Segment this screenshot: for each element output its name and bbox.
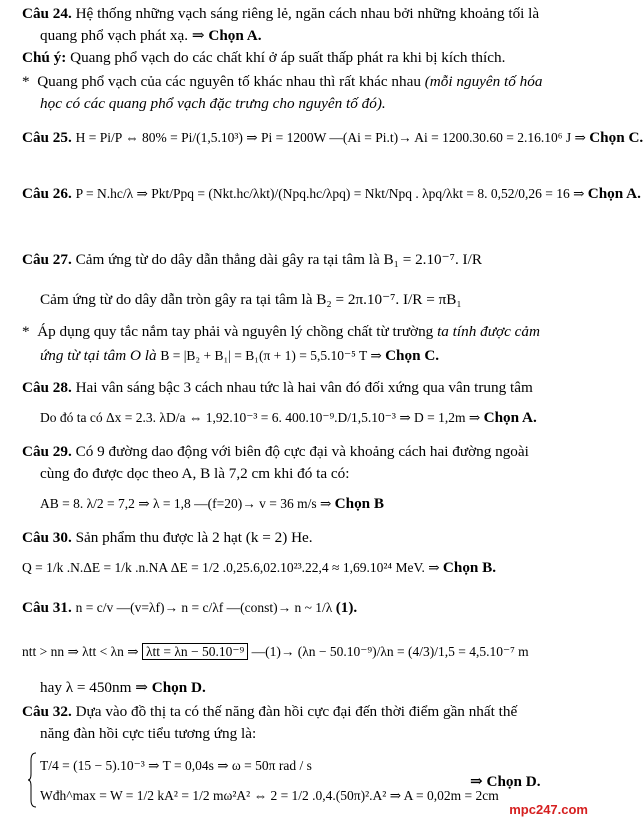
q26-answer: Chọn A. [587,185,641,202]
q31-boxed-equation: λtt = λn − 50.10⁻⁹ [142,643,248,660]
q24-bullet-italic: (mỗi nguyên tố hóa [424,73,543,90]
q30-label: Câu 30. [22,529,72,546]
q30-text1: Sản phẩm thu được là 2 hạt (k = 2) He. [71,529,313,546]
q30-line1 [22,528,586,548]
q27-line1 [22,250,586,270]
q27-text2: Cảm ứng từ do dây dẫn tròn gây ra tại tâm là B₂ = 2π.10⁻⁷. I/R = πB₁ [40,291,462,308]
note-label: Chú ý: [22,49,67,66]
q30-math: Q = 1/k .N.ΔE = 1/k .n.NA ΔE = 1/2 .0,25.6,02.10²³.22,4 ≈ 1,69.10²⁴ MeV. ⇒ [22,560,443,575]
q25-math: H = Pi/P ⇔ 80% = Pi/(1,5.10³) ⇒ Pi = 1200W —(Ai = Pi.t)→ Ai = 1200.30.60 = 2.16.10⁶ J ⇒ [75,130,590,145]
q32-line1 [22,702,586,722]
q27-bullet-text: Áp dụng quy tắc nắm tay phải và nguyên lý chồng chất từ trường [37,323,438,340]
q29-math: AB = 8. λ/2 = 7,2 ⇒ λ = 1,8 —(f=20)→ v = 36 m/s ⇒ [40,496,335,511]
q31-line2 [22,642,586,662]
q29-text1: Có 9 đường dao động với biên độ cực đại và khoảng cách hai đường ngoài [71,443,529,460]
q29-text2: cùng đo được dọc theo A, B là 7,2 cm khi đó ta có: [40,465,350,482]
q29-line2 [40,464,586,484]
q28-line1 [22,378,586,398]
q24-text1: Hệ thống những vạch sáng riêng lẻ, ngăn cách nhau bởi những khoảng tối là [71,5,540,22]
q31-math2a: ntt > nn ⇒ λtt < λn ⇒ [22,644,142,659]
q31-math2b: —(1)→ (λn − 50.10⁻⁹)/λn = (4/3)/1,5 = 4,5.10⁻⁷ m [248,644,529,659]
q32-text2: năng đàn hồi cực tiểu tương ứng là: [40,725,257,742]
q32-math1: T/4 = (15 − 5).10⁻³ ⇒ T = 0,04s ⇒ ω = 50π rad / s [40,758,312,773]
q27-answer: Chọn C. [385,347,440,364]
q24-line1 [22,4,586,24]
q29-line3 [40,494,586,514]
q24-bullet-italic2: học có các quang phổ vạch đặc trưng cho nguyên tố đó). [40,95,386,112]
q31-tag: (1). [335,599,358,616]
q24-bullet [22,72,586,92]
q32-math2: Wđh^max = W = 1/2 kA² = 1/2 mω²A² ⇔ 2 = 1/2 .0,4.(50π)².A² ⇒ A = 0,02m = 2cm [40,788,499,803]
q28-label: Câu 28. [22,379,72,396]
q27-text1: Cảm ứng từ do dây dẫn thẳng dài gây ra tại tâm là B₁ = 2.10⁻⁷. I/R [71,251,482,268]
q28-math: Do đó ta có Δx = 2.3. λD/a ⇔ 1,92.10⁻³ = 6. 400.10⁻⁹.D/1,5.10⁻³ ⇒ D = 1,2m ⇒ [40,410,484,425]
q32-answer: ⇒ Chọn D. [470,773,541,790]
q31-label: Câu 31. [22,599,72,616]
q27-label: Câu 27. [22,251,72,268]
note-text: Quang phổ vạch do các chất khí ở áp suất thấp phát ra khi bị kích thích. [66,49,506,66]
q27-bullet-italic2: ứng từ tại tâm O là [40,347,161,364]
q27-line2 [40,290,586,310]
q26-label: Câu 26. [22,185,72,202]
q24-bullet-text: Quang phổ vạch của các nguyên tố khác nhau thì rất khác nhau [37,73,425,90]
q25-line [22,128,643,148]
site-watermark: mpc247.com [509,802,588,817]
q24-line2 [40,26,586,46]
q29-line1 [22,442,586,462]
q28-line2 [40,408,586,428]
q27-bullet [22,322,586,342]
q31-line3 [40,678,586,698]
q32-answer-line [470,772,541,792]
q32-line2 [40,724,586,744]
q29-label: Câu 29. [22,443,72,460]
q24-answer: Chọn A. [208,27,262,44]
q31-answer: Chọn D. [151,679,206,696]
bullet-star: * [22,323,38,340]
q27-bullet-italic: ta tính được cảm [437,323,540,340]
q32-label: Câu 32. [22,703,72,720]
q24-text2: quang phổ vạch phát xạ. ⇒ [40,27,209,44]
q24-label: Câu 24. [22,5,72,22]
q28-answer: Chọn A. [483,409,537,426]
q26-math: P = N.hc/λ ⇒ Pkt/Ppq = (Nkt.hc/λkt)/(Npq.hc/λpq) = Nkt/Npq . λpq/λkt = 8. 0,52/0,26 = 16 ⇒ [75,186,588,201]
q32-system-line2 [40,786,499,806]
q29-answer: Chọn B [334,495,385,512]
q31-math1: n = c/v —(v=λf)→ n = c/λf —(const)→ n ~ 1/λ [75,600,336,615]
q28-text1: Hai vân sáng bậc 3 cách nhau tức là hai vân đó đối xứng qua vân trung tâm [71,379,533,396]
q30-line2 [22,558,586,578]
q25-label: Câu 25. [22,129,72,146]
q24-note [22,48,586,68]
q32-text1: Dựa vào đồ thị ta có thế năng đàn hồi cực đại đến thời điểm gần nhất thế [71,703,518,720]
q31-line1 [22,598,586,618]
q27-result-math: B = |B₂ + B₁| = B₁(π + 1) = 5,5.10⁻⁵ T ⇒ [160,348,386,363]
q24-bullet-line2 [40,94,586,114]
q31-text3: hay λ = 450nm ⇒ [40,679,152,696]
q27-bullet-line2 [40,346,586,366]
q26-line [22,184,641,204]
q30-answer: Chọn B. [442,559,497,576]
q25-answer: Chọn C. [589,129,643,146]
q32-system-brace [28,752,38,808]
bullet-star: * [22,73,38,90]
